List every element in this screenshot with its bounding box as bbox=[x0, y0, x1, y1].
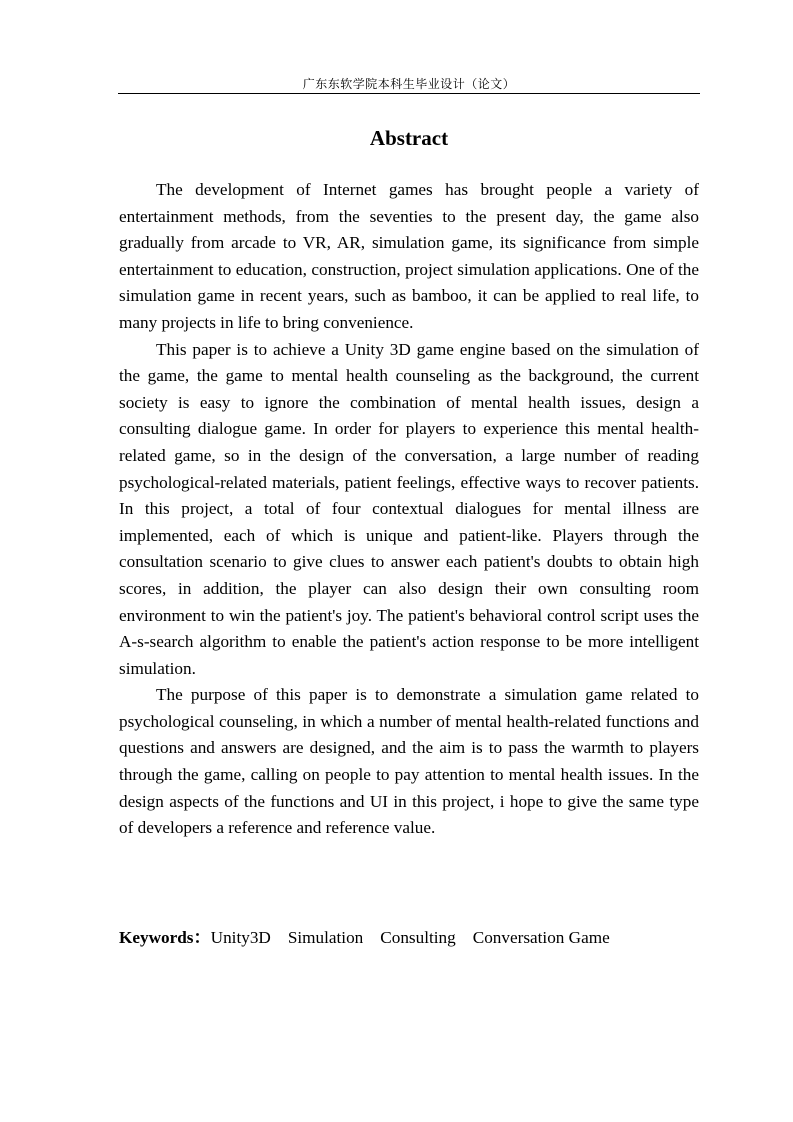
abstract-body bbox=[119, 177, 699, 842]
keyword-item: Conversation Game bbox=[472, 928, 610, 947]
abstract-paragraph-3: The purpose of this paper is to demonstrate a simulation game related to psychological counseling, in which a number of mental health-related functions and questions and answers are designed, and the aim is to pass the warmth to players through the game, calling on people to pay attention to mental health issues. In the design aspects of the functions and UI in this project, i hope to give the same type of developers a reference and reference value. bbox=[119, 685, 699, 838]
running-header: 广东东软学院本科生毕业设计（论文） bbox=[302, 77, 516, 91]
keyword-item: Consulting bbox=[380, 928, 456, 947]
keyword-item: Simulation bbox=[287, 928, 364, 947]
abstract-paragraph-2: This paper is to achieve a Unity 3D game engine based on the simulation of the game, the game to mental health counseling as the background, the current society is easy to ignore the combination of mental health issues, design a consulting dialogue game. In order for players to experience this mental health-related game, so in the design of the conversation, a large number of reading psychological-related materials, patient feelings, effective ways to recover patients. In this project, a total of four contextual dialogues for mental illness are implemented, each of which is unique and patient-like. Players through the consultation scenario to give clues to answer each patient's doubts to obtain high scores, in addition, the player can also design their own consulting room environment to win the patient's joy. The patient's behavioral control script uses the A-s-search algorithm to enable the patient's action response to be more intelligent simulation. bbox=[119, 339, 699, 678]
keywords-line bbox=[119, 925, 699, 951]
header-rule bbox=[118, 93, 700, 94]
abstract-title: Abstract bbox=[369, 126, 449, 150]
keyword-item: Unity3D bbox=[210, 928, 271, 947]
keywords-label: Keywords： bbox=[119, 928, 211, 947]
abstract-paragraph-1: The development of Internet games has brought people a variety of entertainment methods, from the seventies to the present day, the game also gradually from arcade to VR, AR, simulation game, its significance from simple entertainment to education, construction, project simulation applications. One of the simulation game in recent years, such as bamboo, it can be applied to real life, to many projects in life to bring convenience. bbox=[119, 180, 699, 332]
